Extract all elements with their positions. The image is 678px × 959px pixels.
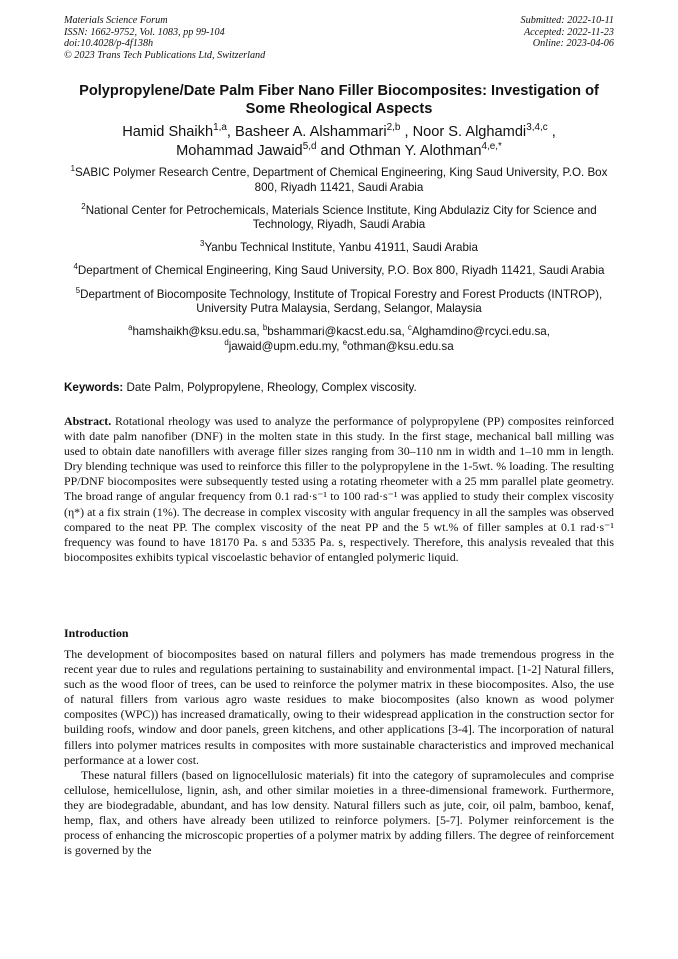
- email[interactable]: $^a$hamshaikh@ksu.edu.sa: [128, 323, 257, 339]
- abstract-label: Abstract.: [64, 414, 112, 428]
- keywords-text: Date Palm, Polypropylene, Rheology, Complex viscosity.: [123, 381, 417, 394]
- email[interactable]: $^c$Alghamdino@rcyci.edu.sa: [407, 323, 547, 339]
- online-date: Online: 2023-04-06: [532, 38, 614, 50]
- email-list: $^a$hamshaikh@ksu.edu.sa, $^b$bshammari@kacst.edu.sa, $^c$Alghamdino@rcyci.edu.sa, $^d$jawaid@upm.edu.my, $^e$othman@ksu.edu.sa: [128, 323, 550, 353]
- introduction-heading: Introduction: [64, 626, 129, 640]
- affiliations: [58, 166, 620, 363]
- abstract-text: Rotational rheology was used to analyze the performance of polypropylene (PP) composites reinforced with date palm nanofiber (DNF) in the molten state in this study. In the first stage, mechanical ball milling was used to obtain date nanofillers with average filler sizes ranging from 30–110 nm in width and 1–10 mm in length. Dry blending technique was used to reinforce this filler to the polypropylene in the 1-5wt. % loading. The resulting PP/DNF biocomposites were subsequently tested using a rotating rheometer with a 25 mm parallel plate geometry. The broad range of angular frequency from 0.1 rad·s⁻¹ to 100 rad·s⁻¹ was applied to study their complex viscosity (η*) at a fix strain (1%). The decrease in complex viscosity with angular frequency in all the samples was observed compared to the neat PP. The complex viscosity of the neat PP and the 5 wt.% of filler samples at 0.1 rad·s⁻¹ frequency was found to have 18170 Pa. s and 5335 Pa. s, respectively. Therefore, this analysis revealed that this biocomposites exhibits typical viscoelastic behavior of entangled polymeric liquid.: [64, 414, 614, 564]
- submitted-date: Submitted: 2022-10-11: [520, 15, 614, 26]
- affiliation: $^5$Department of Biocomposite Technology, Institute of Tropical Forestry and Forest Products (INTROP), University Putra Malaysia, Serdang, Selangor, Malaysia: [75, 285, 603, 316]
- paragraph: The development of biocomposites based on natural fillers and polymers has made tremendous progress in the recent year due to rules and regulations pertaining to sustainability and environmental impact. [1-2] Natural fillers, such as the wood floor of trees, can be used to reinforce the polymer matrix in these biocomposites. Also, the use of natural fillers from various agro waste residues to make biocomposites (also known as wood polymer composites (WPC)) has increased dramatically, owing to their widespread application in the construction sector for building roofs, window and door panels, green kitchens, and other applications [3-4]. The incorporation of natural fillers into polymer matrices results in composites with more sustainable characteristics and improved mechanical performance at a lower cost.: [64, 647, 614, 767]
- journal-name: Materials Science Forum: [64, 15, 168, 26]
- author: Hamid Shaikh$^{1,a}$,: [122, 122, 235, 140]
- journal-info: [64, 15, 265, 61]
- keywords: [64, 381, 614, 395]
- author: Othman Y. Alothman$^{4,e,*}$: [348, 141, 502, 159]
- affiliation: $^4$Department of Chemical Engineering, King Saud University, P.O. Box 800, Riyadh 11421, Saudi Arabia: [73, 262, 605, 278]
- email[interactable]: $^b$bshammari@kacst.edu.sa: [262, 323, 402, 339]
- introduction-body: [64, 647, 614, 858]
- email[interactable]: $^e$othman@ksu.edu.sa: [342, 337, 454, 353]
- author: Noor S. Alghamdi$^{3,4,c}$ ,: [412, 122, 556, 140]
- abstract: [64, 414, 614, 565]
- paragraph: These natural fillers (based on lignocellulosic materials) fit into the category of supramolecules and comprise cellulose, hemicellulose, lignin, ash, and other similar moieties in a three-dimensional framework. Furthermore, they are biodegradable, abundant, and has low density. Natural fillers such as jute, coir, oil palm, bamboo, kenaf, hemp, flax, and others have already been utilized to reinforce polymers. [5-7]. Polymer reinforcement is the process of enhancing the microscopic properties of a polymer matrix by adding fillers. The degree of reinforcement is governed by the: [64, 767, 614, 858]
- author: Mohammad Jawaid$^{5,d}$ and: [176, 141, 349, 159]
- keywords-label: Keywords:: [64, 381, 124, 394]
- email[interactable]: $^d$jawaid@upm.edu.my: [224, 337, 337, 353]
- publication-dates: [521, 15, 614, 50]
- paper-title: Polypropylene/Date Palm Fiber Nano Filler Biocomposites: Investigation of Some Rheological Aspects: [79, 83, 599, 117]
- affiliation: $^1$SABIC Polymer Research Centre, Department of Chemical Engineering, King Saud University, P.O. Box 800, Riyadh 11421, Saudi Arabia: [70, 164, 608, 194]
- journal-copyright: © 2023 Trans Tech Publications Ltd, Switzerland: [64, 49, 266, 61]
- affiliation: $^3$Yanbu Technical Institute, Yanbu 41911, Saudi Arabia: [200, 239, 478, 255]
- journal-doi: doi:10.4028/p-4f138h: [64, 38, 154, 50]
- accepted-date: Accepted: 2022-11-23: [523, 26, 614, 38]
- journal-issn: ISSN: 1662-9752, Vol. 1083, pp 99-104: [64, 26, 225, 38]
- affiliation: $^2$National Center for Petrochemicals, Materials Science Institute, King Abdulaziz City for Science and Technology, Riyadh, Saudi Arabia: [81, 201, 597, 232]
- author: Basheer A. Alshammari$^{2,b}$ ,: [234, 122, 413, 140]
- author-list: [58, 123, 620, 161]
